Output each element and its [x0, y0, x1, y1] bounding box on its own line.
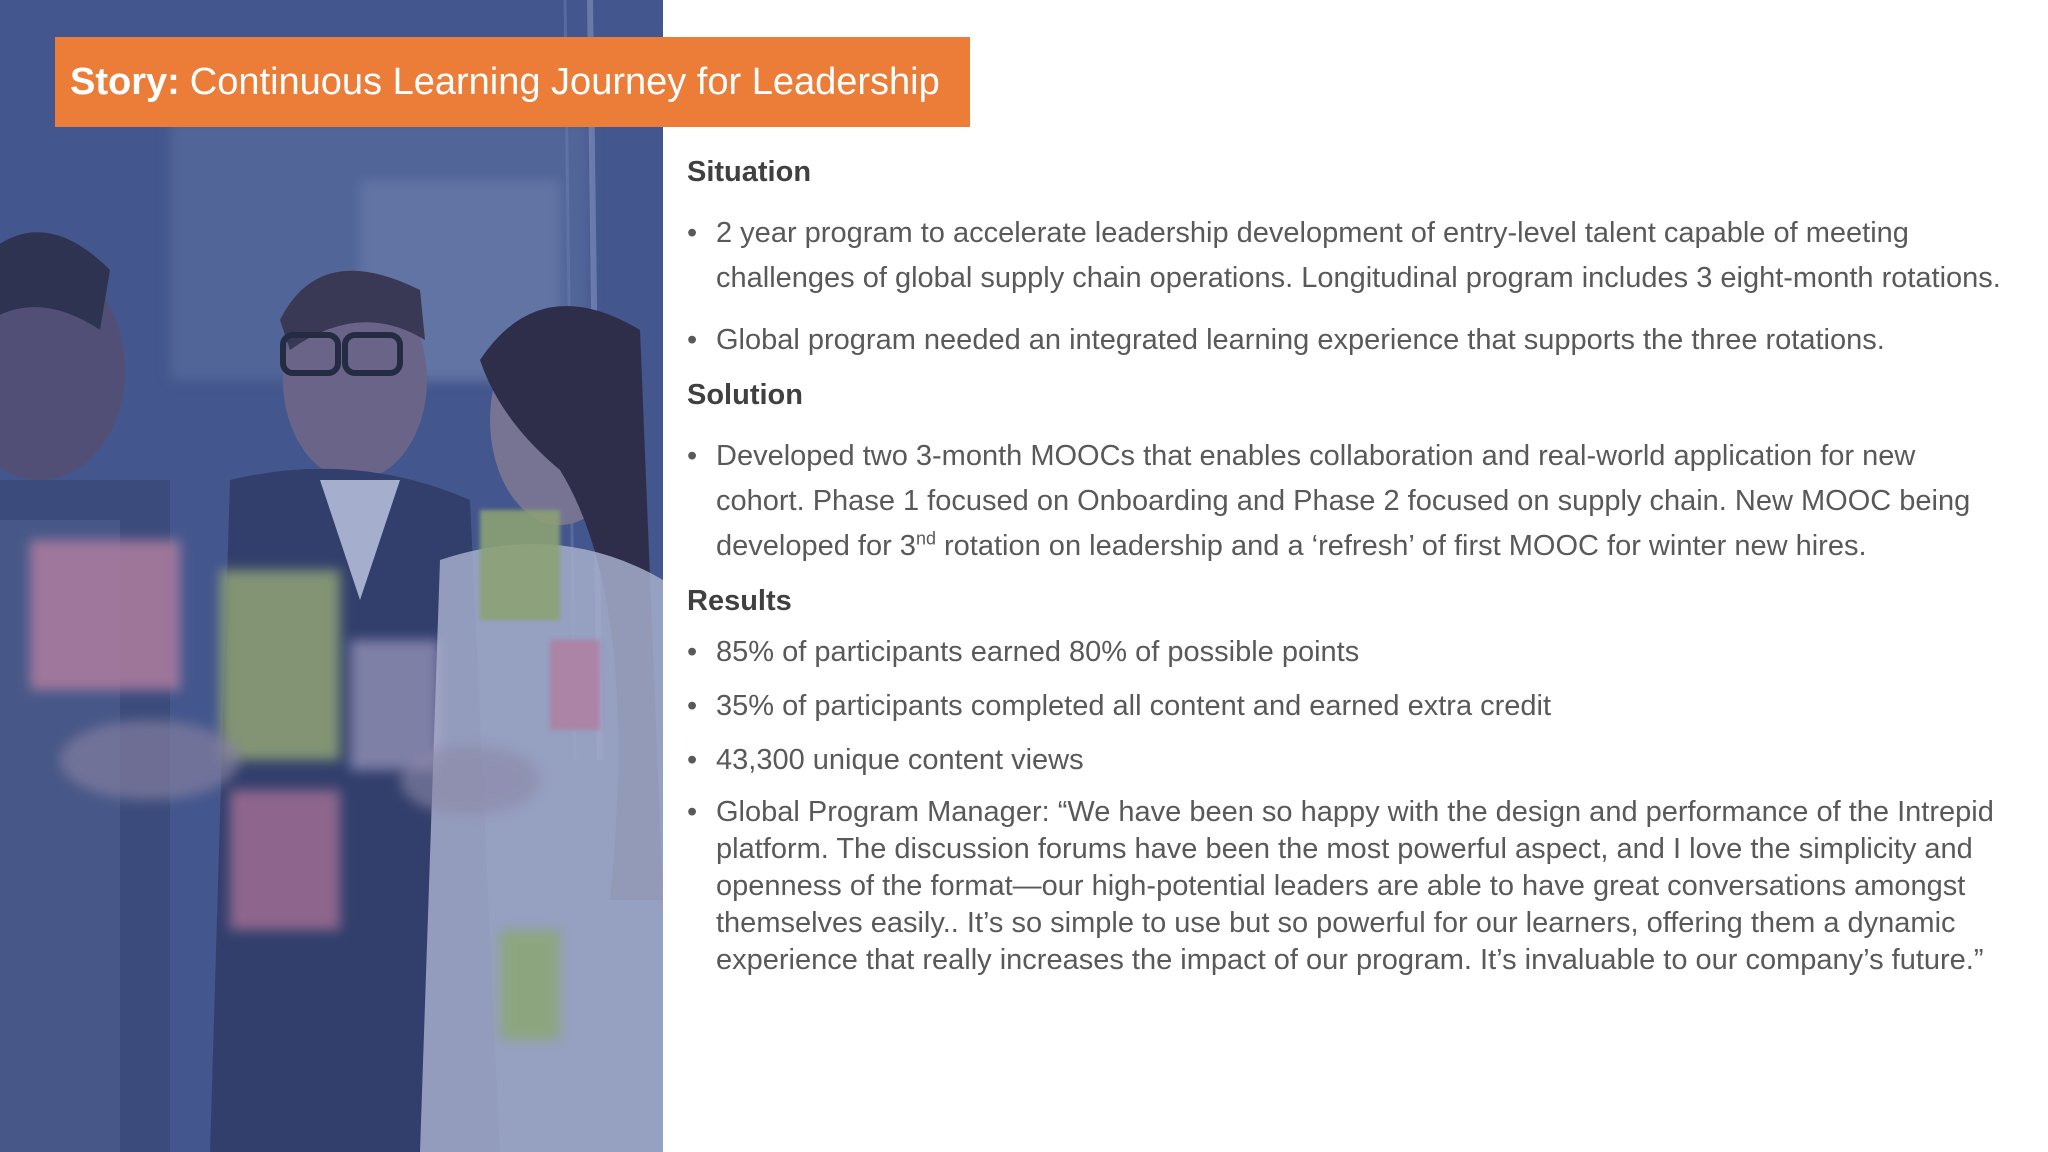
situation-bullet-text: 2 year program to accelerate leadership development of entry-level talent capable of meeting challenges of global supply chain operations. Longitudinal program includes 3 eight-month rotations. [716, 217, 2001, 294]
results-bullet-text: 43,300 unique content views [716, 744, 1084, 776]
results-bullet-text: 35% of participants completed all content and earned extra credit [716, 690, 1552, 722]
ordinal-suffix: nd [915, 528, 936, 549]
situation-list [687, 211, 2007, 363]
bullet-marker: • [687, 796, 698, 828]
bullet-marker: • [687, 440, 698, 472]
situation-bullet-text: Global program needed an integrated learning experience that supports the three rotations. [716, 324, 1885, 356]
situation-bullet [687, 318, 2007, 363]
results-bullet [687, 794, 2007, 979]
manager-quote: Global Program Manager: “We have been so happy with the design and performance of the Intrepid platform. The discussion forums have been the most powerful aspect, and I love the simplicity and openness of the format—our high-potential leaders are able to have great conversations amongst themselves easily.. It’s so simple to use but so powerful for our learners, offering them a dynamic experience that really increases the impact of our program. It’s invaluable to our company’s future.” [716, 796, 1994, 976]
solution-heading: Solution [687, 379, 803, 411]
situation-bullet [687, 211, 2007, 301]
bullet-marker: • [687, 324, 698, 356]
team-photo [0, 0, 663, 1152]
results-bullet [687, 686, 2007, 726]
bullet-marker: • [687, 217, 698, 249]
solution-bullet-text: Developed two 3-month MOOCs that enables collaboration and real-world application for new cohort. Phase 1 focused on Onboarding and Phase 2 focused on supply chain. New MOOC being developed for 3 [716, 440, 1971, 562]
bullet-marker: • [687, 690, 698, 722]
story-content [687, 150, 2007, 979]
solution-list [687, 434, 2007, 569]
title-prefix: Story: [70, 60, 180, 103]
title-banner [55, 37, 970, 127]
bullet-marker: • [687, 636, 698, 668]
page-title: Continuous Learning Journey for Leadership [189, 60, 940, 103]
results-bullet [687, 632, 2007, 672]
solution-bullet-text-cont: rotation on leadership and a ‘refresh’ of first MOOC for winter new hires. [935, 530, 1867, 562]
results-heading: Results [687, 585, 792, 617]
solution-bullet [687, 434, 2007, 569]
results-list [687, 632, 2007, 979]
results-bullet [687, 740, 2007, 780]
situation-heading: Situation [687, 156, 812, 188]
results-bullet-text: 85% of participants earned 80% of possible points [716, 636, 1360, 668]
team-meeting-photo-icon [0, 0, 663, 1152]
bullet-marker: • [687, 744, 698, 776]
